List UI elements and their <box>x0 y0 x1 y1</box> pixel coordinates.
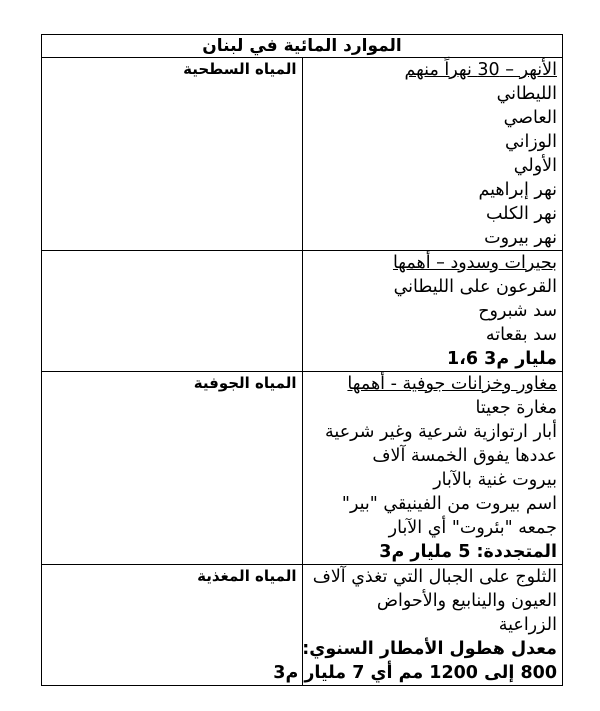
category-empty <box>42 251 303 372</box>
list-item: مغارة جعيتا <box>475 398 557 418</box>
list-item: الليطاني <box>496 84 557 104</box>
list-item: عددها يفوق الخمسة آلاف <box>372 446 557 466</box>
groundwater-cell <box>302 372 563 565</box>
feeding-water-cell <box>273 565 563 686</box>
list-item: نهر الكلب <box>486 204 557 224</box>
list-item: نهر بيروت <box>484 228 557 248</box>
table-row <box>42 372 563 565</box>
table-title: الموارد المائية في لبنان <box>42 35 563 58</box>
list-item: سد بقعاته <box>485 325 557 345</box>
lakes-heading: بحيرات وسدود – أهمها <box>392 253 557 273</box>
volume-total: مليار م3 1،6 <box>447 349 557 369</box>
rainfall-heading: معدل هطول الأمطار السنوي: <box>302 639 557 659</box>
rainfall-total: 800 إلى 1200 مم أي 7 مليار م3 <box>273 663 557 683</box>
rivers-heading: الأنهر – 30 نهراً منهم <box>404 60 557 80</box>
list-item: اسم بيروت من الفينيقي "بير" <box>341 494 557 514</box>
water-resources-table <box>41 34 563 686</box>
category-surface-water: المياه السطحية <box>42 58 303 251</box>
list-item: جمعه "بئروت" أي الآبار <box>388 518 557 538</box>
category-feeding-water: المياه المغذية <box>42 565 303 686</box>
list-item: سد شبروح <box>478 301 557 321</box>
table-row <box>42 58 563 251</box>
surface-water-rivers-cell <box>302 58 563 251</box>
table-row <box>42 251 563 372</box>
list-item: العيون والينابيع والأحواض <box>376 591 557 611</box>
table-row <box>42 565 563 686</box>
list-item: العاصي <box>503 108 557 128</box>
list-item: الثلوج على الجبال التي تغذي آلاف <box>312 567 557 587</box>
list-item: أبار ارتوازية شرعية وغير شرعية <box>325 422 557 442</box>
list-item: نهر إبراهيم <box>478 180 557 200</box>
renewable-total: المتجددة: 5 مليار م3 <box>379 542 557 562</box>
list-item: الزراعية <box>498 615 557 635</box>
lakes-dams-cell <box>302 251 563 372</box>
category-groundwater: المياه الجوفية <box>42 372 303 565</box>
list-item: القرعون على الليطاني <box>393 277 557 297</box>
list-item: الوزاني <box>504 132 557 152</box>
caves-heading: مغاور وخزانات جوفية - أهمها <box>347 374 557 394</box>
list-item: الأولي <box>513 156 557 176</box>
list-item: بيروت غنية بالآبار <box>433 470 557 490</box>
